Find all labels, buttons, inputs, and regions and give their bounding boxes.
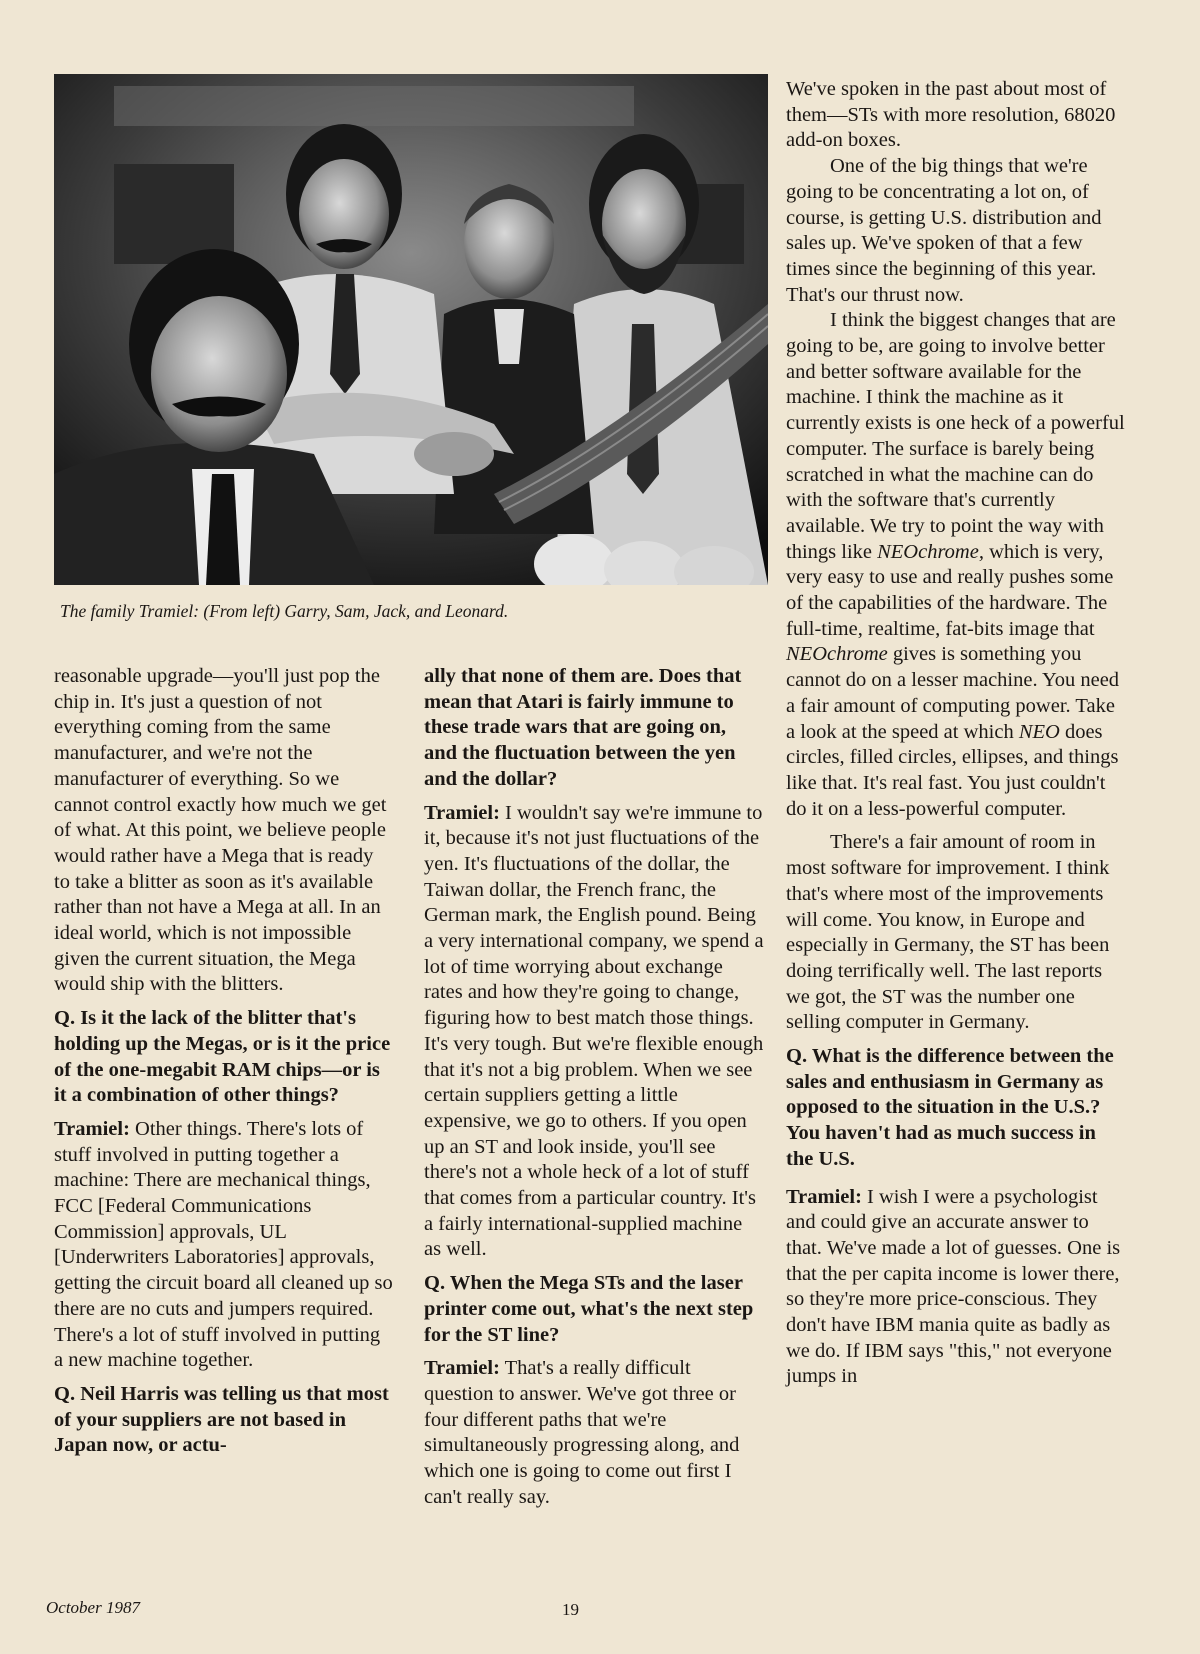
- question-heading-continued: ally that none of them are. Does that mean that Atari is fairly immune to these trade wars that are going on, and the fluctuation between the yen and the dollar?: [424, 665, 742, 790]
- answer-paragraph: [54, 1117, 394, 1374]
- paragraph: One of the big things that we're going to be concentrating a lot on, of course, is getting U.S. distribution and sales up. We've spoken of that a few times since the beginning of this year. That's our thrust now.: [786, 155, 1102, 306]
- photo-caption: The family Tramiel: (From left) Garry, Sam, Jack, and Leonard.: [60, 601, 509, 621]
- text-column-2: [424, 664, 764, 1519]
- paragraph: We've spoken in the past about most of them—STs with more resolution, 68020 add-on boxes.: [786, 78, 1116, 152]
- answer-paragraph: [424, 1356, 764, 1510]
- answer-text: That's a really difficult question to answer. We've got three or four different paths that we're simultaneously progressing along, and which one is going to come out first I can't really say.: [424, 1357, 740, 1508]
- software-title: NEOchrome,: [877, 540, 984, 563]
- text-run: I think the biggest changes that are going to be, are going to involve better and better software available for the machine. I think the machine as it currently exists is one heck of a powerful computer. The surface is barely being scratched in what the machine can do with the software that's currently available. We try to point the way with things like: [786, 309, 1125, 563]
- speaker-label: Tramiel:: [54, 1117, 130, 1140]
- question-heading: Q. What is the difference between the sales and enthusiasm in Germany as opposed to the situation in the U.S.? You haven't had as much success in the U.S.: [786, 1045, 1114, 1170]
- answer-text: I wouldn't say we're immune to it, because it's not just fluctuations of the yen. It's fluctuations of the dollar, the Taiwan dollar, the French franc, the German mark, the English pound. Being a very international company, we spend a lot of time worrying about exchange rates and how they're going to change, figuring how to best match those things. It's very tough. But we're flexible enough that it's not a big problem. When we see certain suppliers getting a little expensive, we go to others. If you open up an ST and look inside, you'll see there's not a whole heck of a lot of stuff that comes from a particular country. It's a fairly international-supplied machine as well.: [424, 801, 764, 1261]
- text-column-3: [786, 77, 1126, 1398]
- text-run: does circles, filled circles, ellipses, and things like that. It's real fast. You just couldn't do it on a less-powerful computer.: [786, 720, 1119, 820]
- issue-date: October 1987: [46, 1598, 140, 1617]
- paragraph: There's a fair amount of room in most software for improvement. I think that's where most of the improvements will come. You know, in Europe and especially in Germany, the ST has been doing terrifically well. The last reports we got, the ST was the number one selling computer in Germany.: [786, 831, 1110, 1034]
- question-heading: Q. Neil Harris was telling us that most of your suppliers are not based in Japan now, or actu-: [54, 1382, 389, 1457]
- answer-text: Other things. There's lots of stuff involved in putting together a machine: There are mechanical things, FCC [Federal Communications Commission] approvals, UL [Underwriters Laboratories] approvals, getting the circuit board all cleaned up so there are no cuts and jumpers required. There's a lot of stuff involved in putting a new machine together.: [54, 1117, 393, 1372]
- photo-tramiel-family: [54, 74, 768, 585]
- software-title: NEOchrome: [786, 643, 888, 666]
- speaker-label: Tramiel:: [786, 1185, 862, 1208]
- question-heading: Q. Is it the lack of the blitter that's holding up the Megas, or is it the price of the one-megabit RAM chips—or is it a combination of other things?: [54, 1007, 391, 1107]
- answer-text: I wish I were a psychologist and could give an accurate answer to that. We've made a lot of guesses. One is that the per capita income is lower there, so they're more price-conscious. They don't have IBM mania quite as badly as we do. If IBM says "this," not everyone jumps in: [786, 1185, 1121, 1388]
- question-heading: Q. When the Mega STs and the laser printer come out, what's the next step for the ST line?: [424, 1272, 754, 1346]
- answer-paragraph: [786, 1185, 1126, 1391]
- page-number: 19: [562, 1600, 579, 1619]
- speaker-label: Tramiel:: [424, 1357, 500, 1380]
- answer-paragraph: [424, 801, 764, 1264]
- text-run: gives is something you cannot do on a lesser machine. You need a fair amount of computing power. Take a look at the speed at which: [786, 643, 1120, 743]
- text-column-1: [54, 664, 394, 1467]
- software-title: NEO: [1018, 720, 1060, 743]
- paragraph: reasonable upgrade—you'll just pop the chip in. It's just a question of not everything coming from the same manufacturer, and we're not the manufacturer of everything. So we cannot control exactly how much we get of what. At this point, we believe people would rather have a Mega that is ready to take a blitter as soon as it's available rather than not have a Mega at all. In an ideal world, which is not impossible given the current situation, the Mega would ship with the blitters.: [54, 665, 387, 996]
- speaker-label: Tramiel:: [424, 801, 500, 824]
- text-run: which is very, very easy to use and really pushes some of the capabilities of the hardware. The full-time, realtime, fat-bits image that: [786, 540, 1114, 640]
- paragraph: [786, 308, 1126, 822]
